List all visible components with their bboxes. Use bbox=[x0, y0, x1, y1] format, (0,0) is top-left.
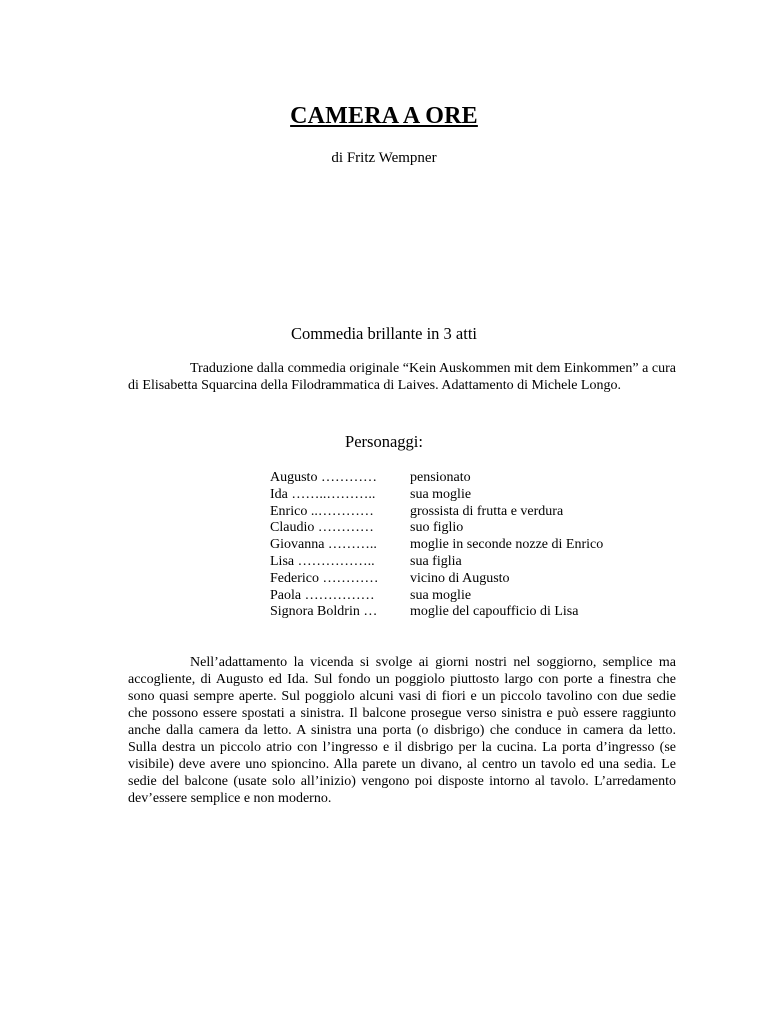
character-role: sua moglie bbox=[410, 486, 472, 502]
cast-row bbox=[270, 487, 603, 504]
document-title: CAMERA A ORE bbox=[290, 103, 478, 129]
character-role: suo figlio bbox=[410, 520, 464, 536]
cast-row bbox=[270, 537, 603, 554]
character-name: Paola …………… bbox=[270, 587, 375, 603]
character-role: moglie del capoufficio di Lisa bbox=[410, 604, 579, 620]
character-role: sua figlia bbox=[410, 553, 462, 569]
character-name: Giovanna ……….. bbox=[270, 537, 377, 553]
author-line: di Fritz Wempner bbox=[331, 150, 437, 166]
character-name: Signora Boldrin … bbox=[270, 604, 378, 620]
character-name: Claudio ………… bbox=[270, 520, 374, 536]
cast-row bbox=[270, 604, 603, 621]
character-name: Augusto ………… bbox=[270, 470, 377, 485]
play-subtitle: Commedia brillante in 3 atti bbox=[290, 324, 478, 343]
cast-row bbox=[270, 554, 603, 571]
character-name: Ida ……..……….. bbox=[270, 486, 376, 502]
cast-row bbox=[270, 520, 603, 537]
character-role: sua moglie bbox=[410, 587, 472, 603]
character-name: Lisa …………….. bbox=[270, 553, 375, 569]
character-role: pensionato bbox=[410, 470, 471, 485]
cast-row bbox=[270, 571, 603, 588]
characters-heading: Personaggi: bbox=[345, 432, 423, 451]
character-name: Enrico ..………… bbox=[270, 503, 374, 519]
cast-row bbox=[270, 470, 603, 487]
setting-description: Nell’adattamento la vicenda si svolge ai giorni nostri nel soggiorno, semplice ma accogliente, di Augusto ed Ida. Sul fondo un poggiolo piuttosto largo con porte a finestra che sono quasi sempre aperte. Sul poggiolo alcuni vasi di fiori e un piccolo tavolino con due sedie che possono essere spostati a sinistra. Il balcone prosegue verso sinistra e può essere raggiunto anche dalla camera da letto. A sinistra una porta (o disbrigo) che conduce in camera da letto. Sulla destra un piccolo atrio con l’ingresso e il disbrigo per la cucina. La porta d’ingresso (se visibile) deve avere uno spioncino. Alla parete un divano, al centro un tavolo ed una sedia. Le sedie del balcone (usate solo all’inizio) vengono poi disposte intorno al tavolo. L’arredamento dev’essere semplice e non moderno. bbox=[128, 655, 676, 806]
cast-list bbox=[270, 470, 603, 621]
cast-row bbox=[270, 588, 603, 605]
character-role: vicino di Augusto bbox=[410, 570, 510, 586]
character-name: Federico ………… bbox=[270, 570, 379, 586]
character-role: grossista di frutta e verdura bbox=[410, 503, 564, 519]
character-role: moglie in seconde nozze di Enrico bbox=[410, 537, 604, 553]
translation-note: Traduzione dalla commedia originale “Kein Auskommen mit dem Einkommen” a cura di Elisabetta Squarcina della Filodrammatica di Laives. Adattamento di Michele Longo. bbox=[128, 361, 676, 393]
cast-row bbox=[270, 504, 603, 521]
